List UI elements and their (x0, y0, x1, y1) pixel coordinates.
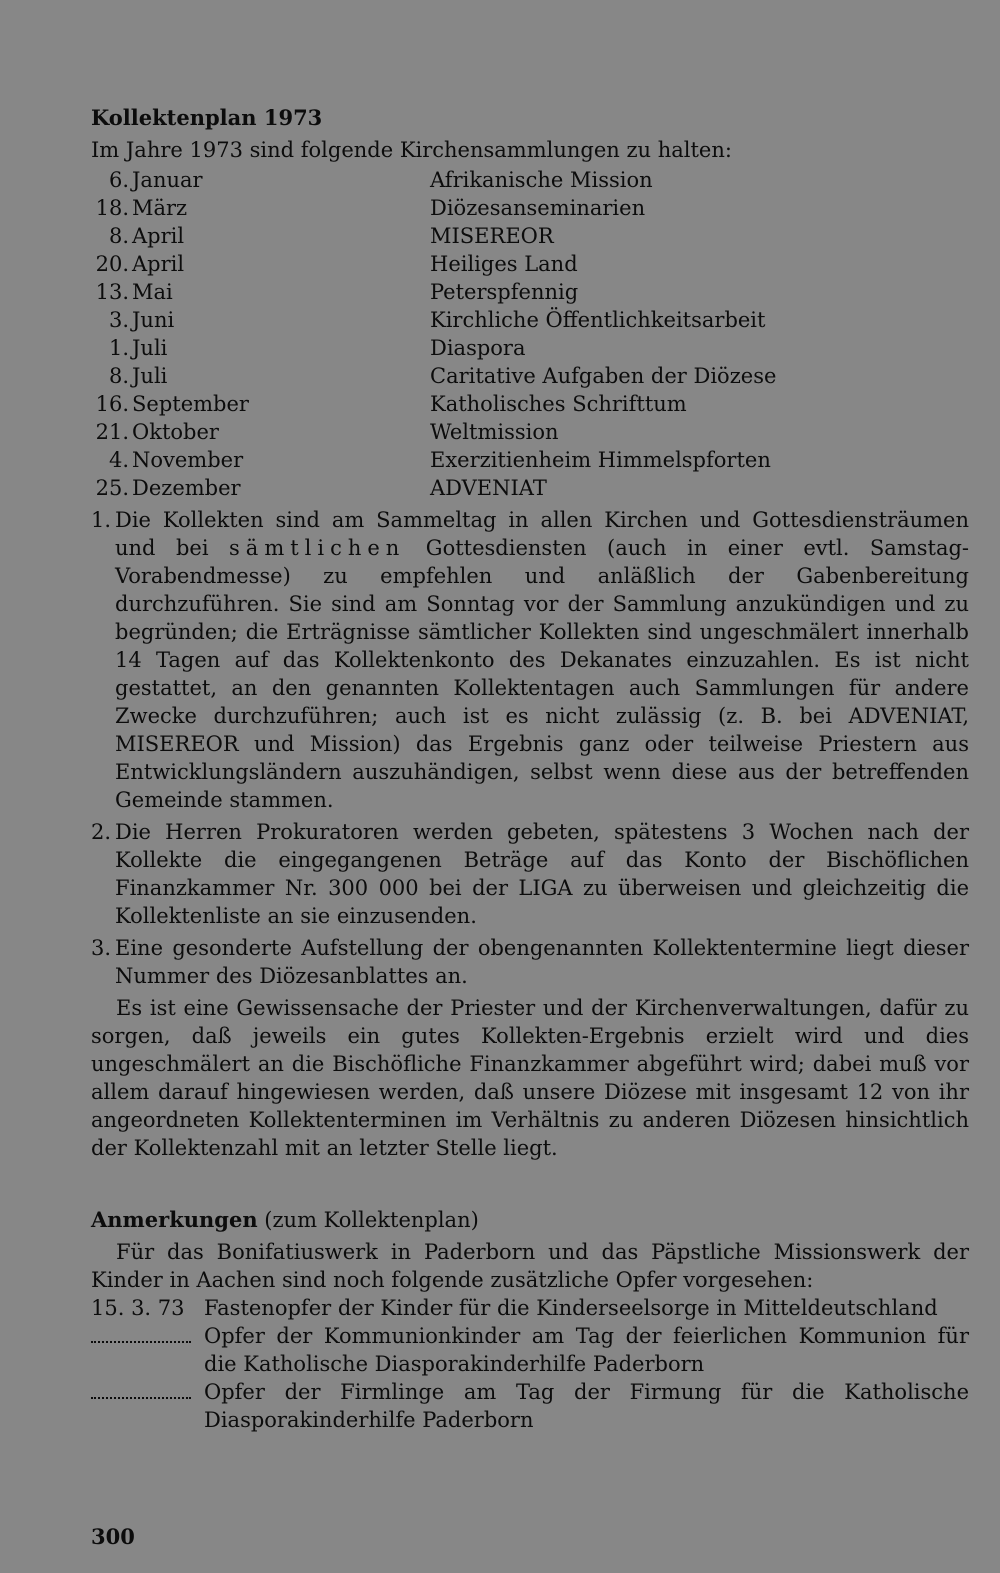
notes-entry (91, 1322, 969, 1378)
schedule-row (91, 362, 969, 390)
schedule-day: 6. (108, 168, 129, 192)
schedule-purpose: Exerzitienheim Himmelspforten (430, 448, 771, 472)
schedule-month: Juni (132, 308, 175, 332)
schedule-day: 25. (95, 476, 129, 500)
schedule-row (91, 278, 969, 306)
page-title: Kollektenplan 1973 (91, 105, 323, 130)
schedule-row (91, 166, 969, 194)
schedule-day: 20. (95, 252, 129, 276)
item-text (115, 506, 969, 814)
schedule-day: 16. (95, 392, 129, 416)
item-text-part: Gottesdiensten (auch in einer evtl. Samstag-Vorabendmesse) zu empfehlen und anläßlich der Gabenbereitung durchzuführen. Sie sind am Sonntag vor der Sammlung anzukündigen und zu begründen; die Erträgnisse sämtlicher Kollekten sind ungeschmälert innerhalb 14 Tagen auf das Kollektenkonto des Dekanates einzuzahlen. Es ist nicht gestattet, an den genannten Kollektentagen auch Sammlungen für andere Zwecke durchzuführen; auch ist es nicht zulässig (z. B. bei ADVENIAT, MISEREOR und Mission) das Ergebnis ganz oder teilweise Priestern aus Entwicklungsländern auszuhändigen, selbst wenn diese aus der betreffenden Gemeinde stammen. (115, 536, 970, 812)
schedule-month: Januar (132, 168, 203, 192)
dotted-date-placeholder (91, 1323, 191, 1343)
schedule-day: 8. (108, 224, 129, 248)
item-number: 2. (91, 820, 112, 844)
schedule-month: Oktober (132, 420, 219, 444)
schedule-month: Juli (132, 336, 168, 360)
notes-entry (91, 1378, 969, 1434)
schedule-row (91, 418, 969, 446)
schedule-month: September (132, 392, 249, 416)
schedule-day: 4. (108, 448, 129, 472)
schedule-purpose: Heiliges Land (430, 252, 578, 276)
schedule-day: 8. (108, 364, 129, 388)
schedule-row (91, 446, 969, 474)
notes-entry-date-blank (91, 1378, 204, 1434)
notes-entry-date: 15. 3. 73 (91, 1296, 185, 1320)
notes-entry (91, 1294, 969, 1322)
schedule-month: Dezember (132, 476, 241, 500)
schedule-month: März (132, 196, 188, 220)
schedule-month: November (132, 448, 244, 472)
schedule-day: 1. (108, 336, 129, 360)
schedule-purpose: ADVENIAT (430, 476, 547, 500)
notes-heading-rest: (zum Kollektenplan) (257, 1208, 479, 1232)
numbered-item-1 (91, 506, 969, 814)
item-text: Die Herren Prokuratoren werden gebeten, spätestens 3 Wochen nach der Kollekte die eingegangenen Beträge auf das Konto der Bischöflichen Finanzkammer Nr. 300 000 bei der LIGA zu überweisen und gleichzeitig die Kollektenliste an sie einzusenden. (115, 820, 969, 928)
document-page (91, 104, 969, 1434)
schedule-purpose: Weltmission (430, 420, 559, 444)
notes-entry-date-blank (91, 1322, 204, 1378)
schedule-day: 21. (95, 420, 129, 444)
notes-entry-text: Fastenopfer der Kinder für die Kinderseelsorge in Mitteldeutschland (204, 1296, 938, 1320)
intro-text: Im Jahre 1973 sind folgende Kirchensammlungen zu halten: (91, 138, 732, 162)
schedule-row (91, 334, 969, 362)
schedule-purpose: Afrikanische Mission (430, 168, 653, 192)
schedule-purpose: Katholisches Schrifttum (430, 392, 687, 416)
schedule-purpose: Peterspfennig (430, 280, 579, 304)
numbered-item-2 (91, 818, 969, 930)
item-number: 1. (91, 508, 112, 532)
schedule-day: 3. (108, 308, 129, 332)
closing-paragraph: Es ist eine Gewissensache der Priester und der Kirchenverwaltungen, dafür zu sorgen, daß jeweils ein gutes Kollekten-Ergebnis erzielt wird und dies ungeschmälert an die Bischöfliche Finanzkammer abgeführt wird; dabei muß vor allem darauf hingewiesen werden, daß unsere Diözese mit insgesamt 12 von ihr angeordneten Kollektenterminen im Verhältnis zu anderen Diözesen hinsichtlich der Kollektenzahl mit an letzter Stelle liegt. (91, 996, 969, 1160)
schedule-row (91, 306, 969, 334)
schedule-purpose: Caritative Aufgaben der Diözese (430, 364, 777, 388)
schedule-purpose: Diaspora (430, 336, 526, 360)
emphasized-word: sämtlichen (229, 536, 406, 560)
schedule-row (91, 250, 969, 278)
schedule-day: 13. (95, 280, 129, 304)
schedule-row (91, 474, 969, 502)
item-number: 3. (91, 936, 112, 960)
schedule-month: April (132, 252, 185, 276)
schedule-month: Juli (132, 364, 168, 388)
notes-entry-text: Opfer der Kommunionkinder am Tag der feierlichen Kommunion für die Katholische Diasporakinderhilfe Paderborn (204, 1324, 969, 1376)
notes-heading-bold: Anmerkungen (91, 1207, 258, 1232)
schedule-purpose: MISEREOR (430, 224, 554, 248)
schedule-day: 18. (95, 196, 129, 220)
page-number: 300 (91, 1524, 135, 1549)
schedule-row (91, 222, 969, 250)
notes-intro: Für das Bonifatiuswerk in Paderborn und das Päpstliche Missionswerk der Kinder in Aachen sind noch folgende zusätzliche Opfer vorgesehen: (91, 1240, 969, 1292)
schedule-purpose: Diözesanseminarien (430, 196, 646, 220)
schedule-month: April (132, 224, 185, 248)
schedule-month: Mai (132, 280, 173, 304)
dotted-date-placeholder (91, 1379, 191, 1399)
notes-entry-text: Opfer der Firmlinge am Tag der Firmung für die Katholische Diasporakinderhilfe Paderborn (204, 1380, 969, 1432)
collection-schedule (91, 166, 969, 502)
item-text-part: Die Kollekten sind am Sammeltag in allen Kirchen und Gottesdiensträumen und bei (115, 508, 969, 560)
schedule-purpose: Kirchliche Öffentlichkeitsarbeit (430, 308, 766, 332)
numbered-item-3 (91, 934, 969, 990)
notes-heading (91, 1206, 969, 1234)
item-text: Eine gesonderte Aufstellung der obengenannten Kollektentermine liegt dieser Nummer des Diözesanblattes an. (115, 936, 969, 988)
schedule-row (91, 390, 969, 418)
schedule-row (91, 194, 969, 222)
